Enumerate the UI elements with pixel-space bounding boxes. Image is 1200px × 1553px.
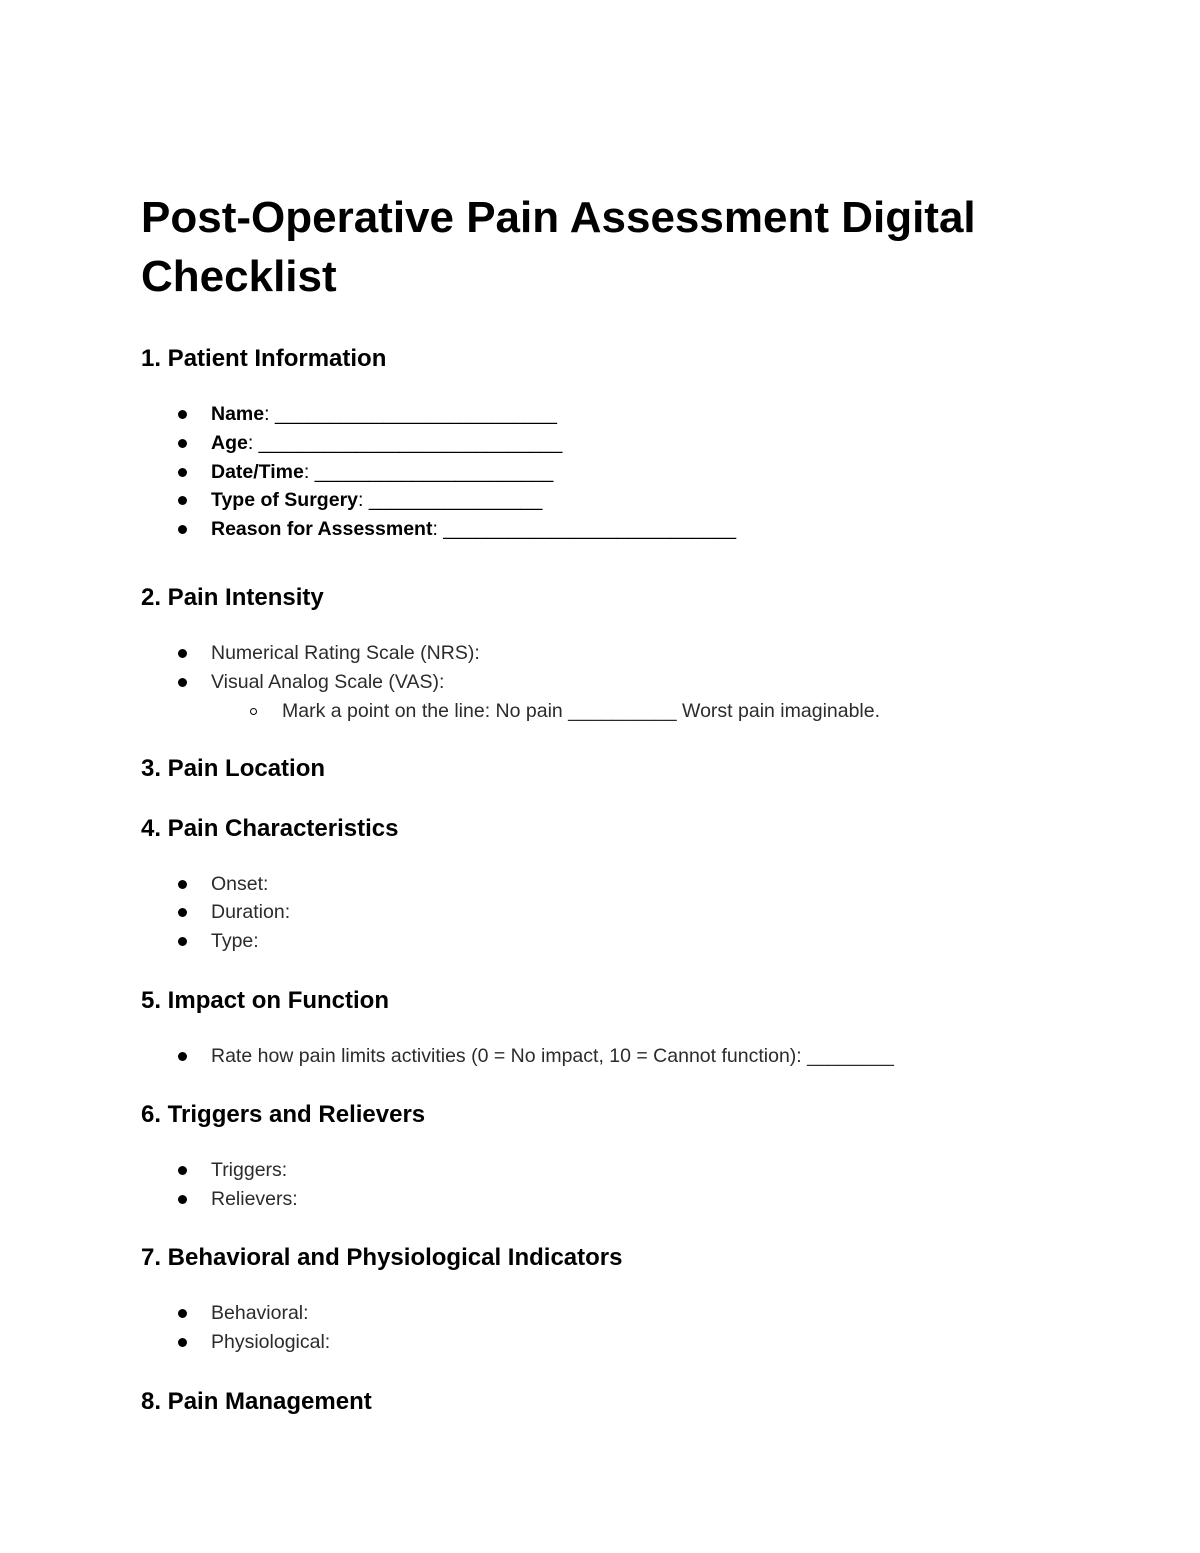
bullet-icon	[178, 649, 187, 658]
pain-characteristics-list	[141, 870, 1081, 956]
item-text: Mark a point on the line: No pain __________ Worst pain imaginable.	[282, 699, 881, 722]
bullet-icon	[178, 937, 187, 946]
field-label: Age	[211, 431, 248, 454]
section-heading: 1. Patient Information	[141, 345, 387, 372]
document-page	[141, 188, 1081, 1417]
patient-info-list	[141, 400, 1081, 544]
bullet-icon	[178, 908, 187, 917]
list-item	[141, 429, 1081, 458]
section-heading: 7. Behavioral and Physiological Indicators	[141, 1244, 623, 1272]
list-item	[141, 1042, 1081, 1071]
section-heading: 2. Pain Intensity	[141, 583, 324, 611]
list-item	[141, 870, 1081, 899]
item-text: Onset:	[211, 872, 269, 895]
bullet-icon	[178, 880, 187, 889]
bullet-icon	[178, 410, 187, 419]
date-time-field[interactable]: : ______________________	[303, 460, 554, 483]
section-patient-information	[141, 344, 1081, 544]
list-item	[141, 486, 1081, 515]
sub-list-item	[141, 697, 1081, 726]
list-item	[141, 458, 1081, 487]
list-item	[141, 639, 1081, 668]
title-line-2: Checklist	[141, 252, 337, 301]
triggers-list	[141, 1156, 1081, 1214]
section-triggers-relievers	[141, 1100, 1081, 1214]
item-text: Duration:	[211, 901, 291, 924]
item-text: Numerical Rating Scale (NRS):	[211, 641, 480, 664]
list-item	[141, 400, 1081, 429]
bullet-icon	[178, 1338, 187, 1347]
field-label: Reason for Assessment	[211, 518, 433, 541]
surgery-type-field[interactable]: : ________________	[358, 489, 543, 512]
field-label: Name	[211, 403, 265, 425]
assessment-reason-field[interactable]: : ___________________________	[432, 518, 737, 541]
vas-sub-list	[211, 697, 1081, 726]
circle-bullet-icon	[250, 708, 257, 715]
item-text: Relievers:	[211, 1187, 298, 1210]
age-field[interactable]: : ____________________________	[247, 431, 563, 454]
list-item	[141, 1299, 1081, 1328]
indicators-list	[141, 1299, 1081, 1357]
list-item	[141, 898, 1081, 927]
section-indicators	[141, 1243, 1081, 1357]
section-pain-intensity	[141, 583, 1081, 726]
section-heading: 8. Pain Management	[141, 1387, 372, 1415]
bullet-icon	[178, 678, 187, 687]
field-label: Date/Time	[211, 460, 304, 483]
section-impact-on-function	[141, 986, 1081, 1071]
document-title	[141, 188, 1081, 306]
impact-list	[141, 1042, 1081, 1071]
bullet-icon	[178, 1052, 187, 1061]
section-pain-location	[141, 754, 1081, 784]
list-item	[141, 927, 1081, 956]
name-field[interactable]: : __________________________	[264, 403, 557, 425]
list-item	[141, 1328, 1081, 1357]
bullet-icon	[178, 1195, 187, 1204]
bullet-icon	[178, 1166, 187, 1175]
section-heading: 6. Triggers and Relievers	[141, 1100, 426, 1128]
bullet-icon	[178, 525, 187, 534]
field-label: Type of Surgery	[211, 489, 359, 512]
section-pain-management	[141, 1387, 1081, 1417]
list-item	[141, 1156, 1081, 1185]
item-text: Behavioral:	[211, 1302, 309, 1325]
section-heading: 5. Impact on Function	[141, 986, 390, 1014]
item-text: Triggers:	[211, 1158, 288, 1181]
pain-intensity-list	[141, 639, 1081, 726]
bullet-icon	[178, 468, 187, 477]
bullet-icon	[178, 496, 187, 505]
title-line-1: Post-Operative Pain Assessment Digital	[141, 193, 976, 242]
bullet-icon	[178, 1309, 187, 1318]
item-text: Type:	[211, 930, 259, 953]
item-text: Physiological:	[211, 1331, 331, 1354]
list-item	[141, 515, 1081, 544]
list-item	[141, 668, 1081, 726]
list-item	[141, 1185, 1081, 1214]
bullet-icon	[178, 439, 187, 448]
section-heading: 4. Pain Characteristics	[141, 814, 399, 842]
section-pain-characteristics	[141, 814, 1081, 956]
item-text: Visual Analog Scale (VAS):	[211, 670, 445, 693]
item-text: Rate how pain limits activities (0 = No impact, 10 = Cannot function): ________	[211, 1044, 894, 1067]
section-heading: 3. Pain Location	[141, 754, 326, 782]
